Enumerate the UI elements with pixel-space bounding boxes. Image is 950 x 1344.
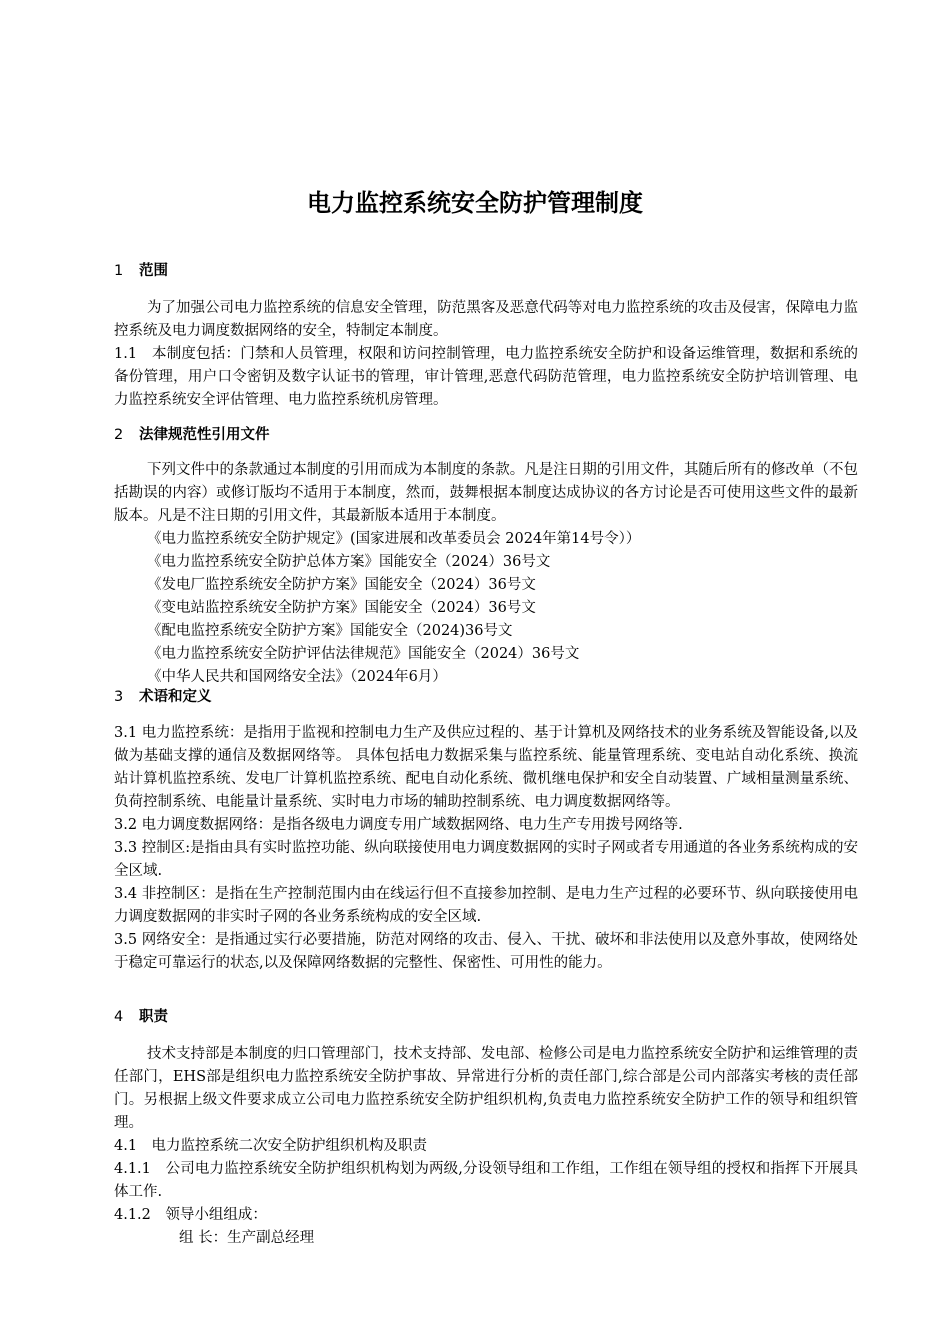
section-4-heading	[114, 1006, 168, 1028]
section-3-heading	[114, 686, 212, 708]
section-3-body	[114, 722, 858, 975]
section-3-title: 术语和定义	[139, 689, 212, 705]
reference-item: 《电力监控系统安全防护规定》(国家进展和改革委员会 2024年第14号令））	[147, 531, 641, 547]
section-1-body	[114, 297, 858, 412]
definition-3-2: 3.2 电力调度数据网络：是指各级电力调度专用广域数据网络、电力生产专用拨号网络等.	[114, 817, 683, 833]
section-1-number: 1	[114, 263, 124, 279]
definition-3-4: 3.4 非控制区：是指在生产控制范围内由在线运行但不直接参加控制、是电力生产过程的必要环节、纵向联接使用电力调度数据网的非实时子网的各业务系统构成的安全区域.	[114, 886, 858, 925]
reference-item: 《中华人民共和国网络安全法》（2024年6月）	[147, 669, 447, 685]
section-2-title: 法律规范性引用文件	[139, 427, 270, 443]
subsection-4-1: 4.1 电力监控系统二次安全防护组织机构及职责	[114, 1138, 428, 1154]
section-4-number: 4	[114, 1009, 124, 1025]
section-1-paragraph: 为了加强公司电力监控系统的信息安全管理，防范黑客及恶意代码等对电力监控系统的攻击及侵害，保障电力监控系统及电力调度数据网络的安全，特制定本制度。	[114, 300, 858, 339]
section-2-paragraph: 下列文件中的条款通过本制度的引用而成为本制度的条款。凡是注日期的引用文件，其随后所有的修改单（不包括勘误的内容）或修订版均不适用于本制度，然而，鼓舞根据本制度达成协议的各方讨论是否可使用这些文件的最新版本。凡是不注日期的引用文件，其最新版本适用于本制度。	[114, 462, 858, 524]
definition-3-5: 3.5 网络安全：是指通过实行必要措施，防范对网络的攻击、侵入、干扰、破坏和非法使用以及意外事故，使网络处于稳定可靠运行的状态,以及保障网络数据的完整性、保密性、可用性的能力。	[114, 932, 858, 971]
section-1-title: 范围	[139, 263, 168, 279]
reference-item: 《变电站监控系统安全防护方案》国能安全（2024）36号文	[147, 600, 536, 616]
subsection-4-1-2: 4.1.2 领导小组组成：	[114, 1207, 267, 1223]
reference-item: 《电力监控系统安全防护总体方案》国能安全（2024）36号文	[147, 554, 551, 570]
subsection-4-1-1: 4.1.1 公司电力监控系统安全防护组织机构划为两级,分设领导组和工作组，工作组在领导组的授权和指挥下开展具体工作.	[114, 1161, 858, 1200]
section-4-paragraph: 技术支持部是本制度的归口管理部门，技术支持部、发电部、检修公司是电力监控系统安全防护和运维管理的责任部门，EHS部是组织电力监控系统安全防护事故、异常进行分析的责任部门,综合部是公司内部落实考核的责任部门。另根据上级文件要求成立公司电力监控系统安全防护组织机构,负责电力监控系统安全防护工作的领导和组织管理。	[114, 1046, 858, 1131]
reference-item: 《配电监控系统安全防护方案》国能安全（2024)36号文	[147, 623, 513, 639]
section-1-heading	[114, 260, 168, 282]
section-4-body	[114, 1043, 858, 1250]
definition-3-1: 3.1 电力监控系统：是指用于监视和控制电力生产及供应过程的、基于计算机及网络技术的业务系统及智能设备,以及做为基础支撑的通信及数据网络等。 具体包括电力数据采集与监控系统、能量管理系统、变电站自动化系统、换流站计算机监控系统、发电厂计算机监控系统、配电自动化系统、微机继电保护和安全自动装置、广域相量测量系统、负荷控制系统、电能量计量系统、实时电力市场的辅助控制系统、电力调度数据网络等。	[114, 725, 858, 810]
group-leader-line: 组 长：生产副总经理	[179, 1230, 315, 1246]
section-4-title: 职责	[139, 1009, 168, 1025]
reference-item: 《发电厂监控系统安全防护方案》国能安全（2024）36号文	[147, 577, 536, 593]
section-2-number: 2	[114, 427, 124, 443]
definition-3-3: 3.3 控制区:是指由具有实时监控功能、纵向联接使用电力调度数据网的实时子网或者专用通道的各业务系统构成的安全区域.	[114, 840, 858, 879]
section-2-heading	[114, 424, 270, 446]
section-1-item-1-1: 1.1 本制度包括：门禁和人员管理，权限和访问控制管理，电力监控系统安全防护和设备运维管理，数据和系统的备份管理，用户口令密钥及数字认证书的管理，审计管理,恶意代码防范管理，电力监控系统安全防护培训管理、电力监控系统安全评估管理、电力监控系统机房管理。	[114, 346, 858, 408]
section-3-number: 3	[114, 689, 124, 705]
section-2-body	[114, 459, 858, 689]
reference-item: 《电力监控系统安全防护评估法律规范》国能安全（2024）36号文	[147, 646, 580, 662]
document-title: 电力监控系统安全防护管理制度	[307, 189, 643, 217]
